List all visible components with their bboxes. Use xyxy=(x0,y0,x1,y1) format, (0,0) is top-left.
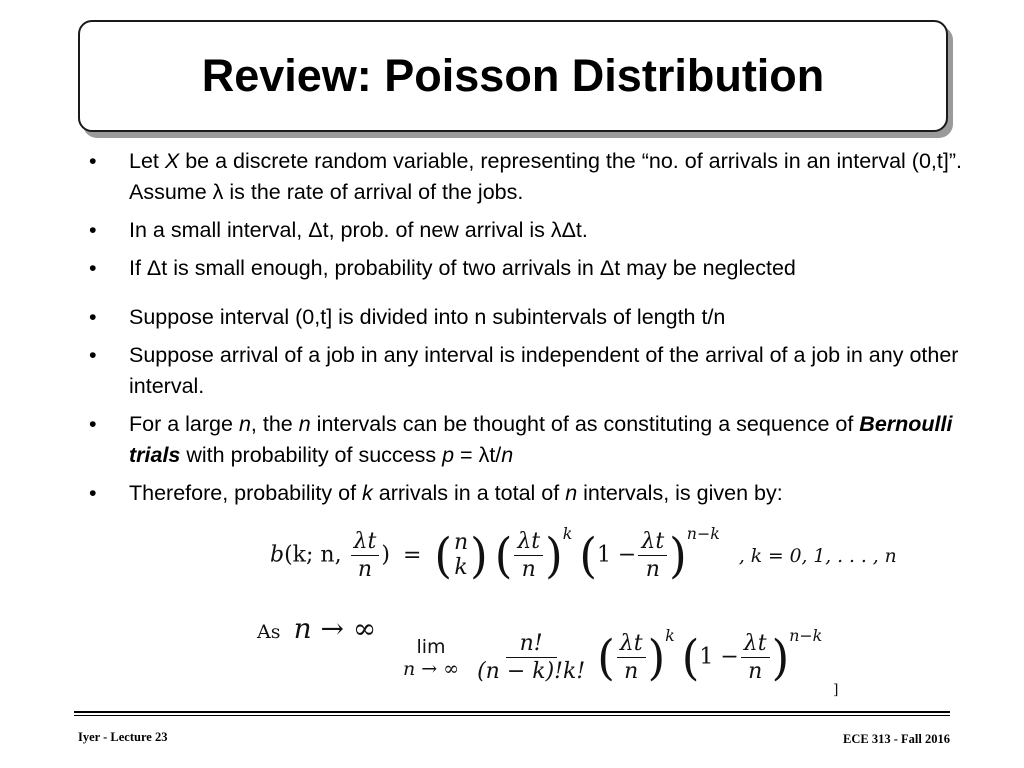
bullet-item xyxy=(89,409,969,471)
eq-func: b xyxy=(270,542,285,568)
bullet-text-italic: p xyxy=(442,443,455,467)
eq-num: λt xyxy=(741,632,770,658)
eq-den: n xyxy=(357,557,373,583)
limit-condition xyxy=(257,612,376,645)
eq-exponent: k xyxy=(665,626,675,646)
stray-bracket: ] xyxy=(833,682,839,698)
bullet-marker: • xyxy=(89,343,97,367)
eq-fraction xyxy=(351,530,380,581)
eq-fraction xyxy=(617,632,646,683)
footer-rule xyxy=(74,711,950,713)
eq-binom-top: n xyxy=(454,530,469,556)
bullet-text: intervals, is given by: xyxy=(577,481,783,505)
bullet-text: intervals can be thought of as constituting a sequence of xyxy=(310,412,860,436)
eq-fraction xyxy=(514,530,543,581)
eq-exponent: n−k xyxy=(686,524,720,544)
eq-num: λt xyxy=(617,632,646,658)
bullet-text-italic: n xyxy=(238,412,251,436)
bullet-marker: • xyxy=(89,412,97,436)
bullet-text: Suppose arrival of a job in any interval is independent of the arrival of a job in any other interval. xyxy=(129,343,959,398)
bullet-marker: • xyxy=(89,218,97,242)
bullet-item xyxy=(89,146,969,208)
eq-one-minus: 1 − xyxy=(596,542,637,568)
eq-range: , k = 0, 1, . . . , n xyxy=(738,545,897,567)
eq-den: (n − k)!k! xyxy=(477,659,586,685)
eq-den: n xyxy=(624,659,639,685)
eq-paren: ) xyxy=(669,527,687,584)
bullet-text-italic: n xyxy=(565,481,578,505)
eq-fraction xyxy=(741,632,770,683)
eq-paren: ( xyxy=(494,527,513,584)
as-expression: n → ∞ xyxy=(293,612,377,645)
bullet-text: be a discrete random variable, representing the “no. of arrivals in an interval (0,t]”. Assume λ is the rate of arrival of the jobs. xyxy=(129,149,962,204)
eq-binomial-coeff xyxy=(452,531,470,579)
bullet-text-italic: k xyxy=(362,481,373,505)
eq-lim-word: lim xyxy=(416,635,446,658)
bullet-text: , the xyxy=(250,412,299,436)
eq-den: n xyxy=(645,557,660,583)
eq-equals: = xyxy=(402,542,422,568)
footer-author: Iyer - Lecture 23 xyxy=(78,730,168,744)
bullet-marker: • xyxy=(89,256,97,280)
eq-paren: ) xyxy=(771,629,790,686)
bullet-marker: • xyxy=(89,481,97,505)
eq-lim-sub: n → ∞ xyxy=(403,657,460,680)
bernoulli-emphasis: Bernoulli trials xyxy=(129,412,953,467)
bullet-text-italic: n xyxy=(298,412,311,436)
slide-title: Review: Poisson Distribution xyxy=(201,50,825,101)
eq-lim xyxy=(403,636,459,680)
bullet-text: Therefore, probability of xyxy=(129,481,363,505)
eq-exponent: k xyxy=(562,524,573,544)
as-label: As xyxy=(257,621,281,643)
bullet-text: If Δt is small enough, probability of two arrivals in Δt may be neglected xyxy=(129,256,796,280)
eq-num: n! xyxy=(506,632,557,658)
bullet-item xyxy=(89,478,969,509)
eq-args: (k; n, xyxy=(284,542,349,568)
eq-paren: ( xyxy=(681,629,700,686)
eq-paren: ( xyxy=(597,629,615,686)
bullet-text-italic: X xyxy=(164,149,180,173)
eq-one-minus: 1 − xyxy=(699,644,739,670)
footer-course: ECE 313 - Fall 2016 xyxy=(843,732,950,746)
bullet-text-italic: n xyxy=(501,443,514,467)
eq-paren: ( xyxy=(434,527,452,584)
bullet-item xyxy=(89,253,969,284)
eq-exponent: n−k xyxy=(789,626,823,646)
binomial-equation xyxy=(270,524,897,584)
eq-paren: ( xyxy=(579,527,597,584)
eq-close: ) xyxy=(381,542,390,568)
bullet-marker: • xyxy=(89,305,97,329)
title-box xyxy=(78,20,948,132)
eq-binom-bottom: k xyxy=(454,554,468,580)
eq-num: λt xyxy=(638,530,667,556)
bullet-list xyxy=(89,146,969,516)
eq-den: n xyxy=(748,659,763,685)
bullet-text: = λt/ xyxy=(454,443,502,467)
eq-paren: ) xyxy=(647,629,666,686)
eq-num: λt xyxy=(351,530,380,556)
bullet-text: In a small interval, Δt, prob. of new arrival is λΔt. xyxy=(129,218,588,242)
eq-paren: ) xyxy=(545,527,563,584)
bullet-item xyxy=(89,302,969,333)
bullet-item xyxy=(89,215,969,246)
eq-den: n xyxy=(521,557,536,583)
bullet-text: Suppose interval (0,t] is divided into n subintervals of length t/n xyxy=(129,305,726,329)
eq-num: λt xyxy=(514,530,543,556)
bullet-text: For a large xyxy=(129,412,239,436)
footer-rule-thin xyxy=(74,715,950,716)
bullet-item xyxy=(89,340,969,402)
eq-fraction xyxy=(638,530,667,581)
bullet-text: Let xyxy=(129,149,165,173)
bullet-text: arrivals in a total of xyxy=(372,481,566,505)
limit-equation xyxy=(403,626,823,686)
eq-paren: ) xyxy=(470,527,488,584)
bullet-marker: • xyxy=(89,149,97,173)
bullet-text: with probability of success xyxy=(180,443,443,467)
eq-fraction xyxy=(474,632,588,683)
